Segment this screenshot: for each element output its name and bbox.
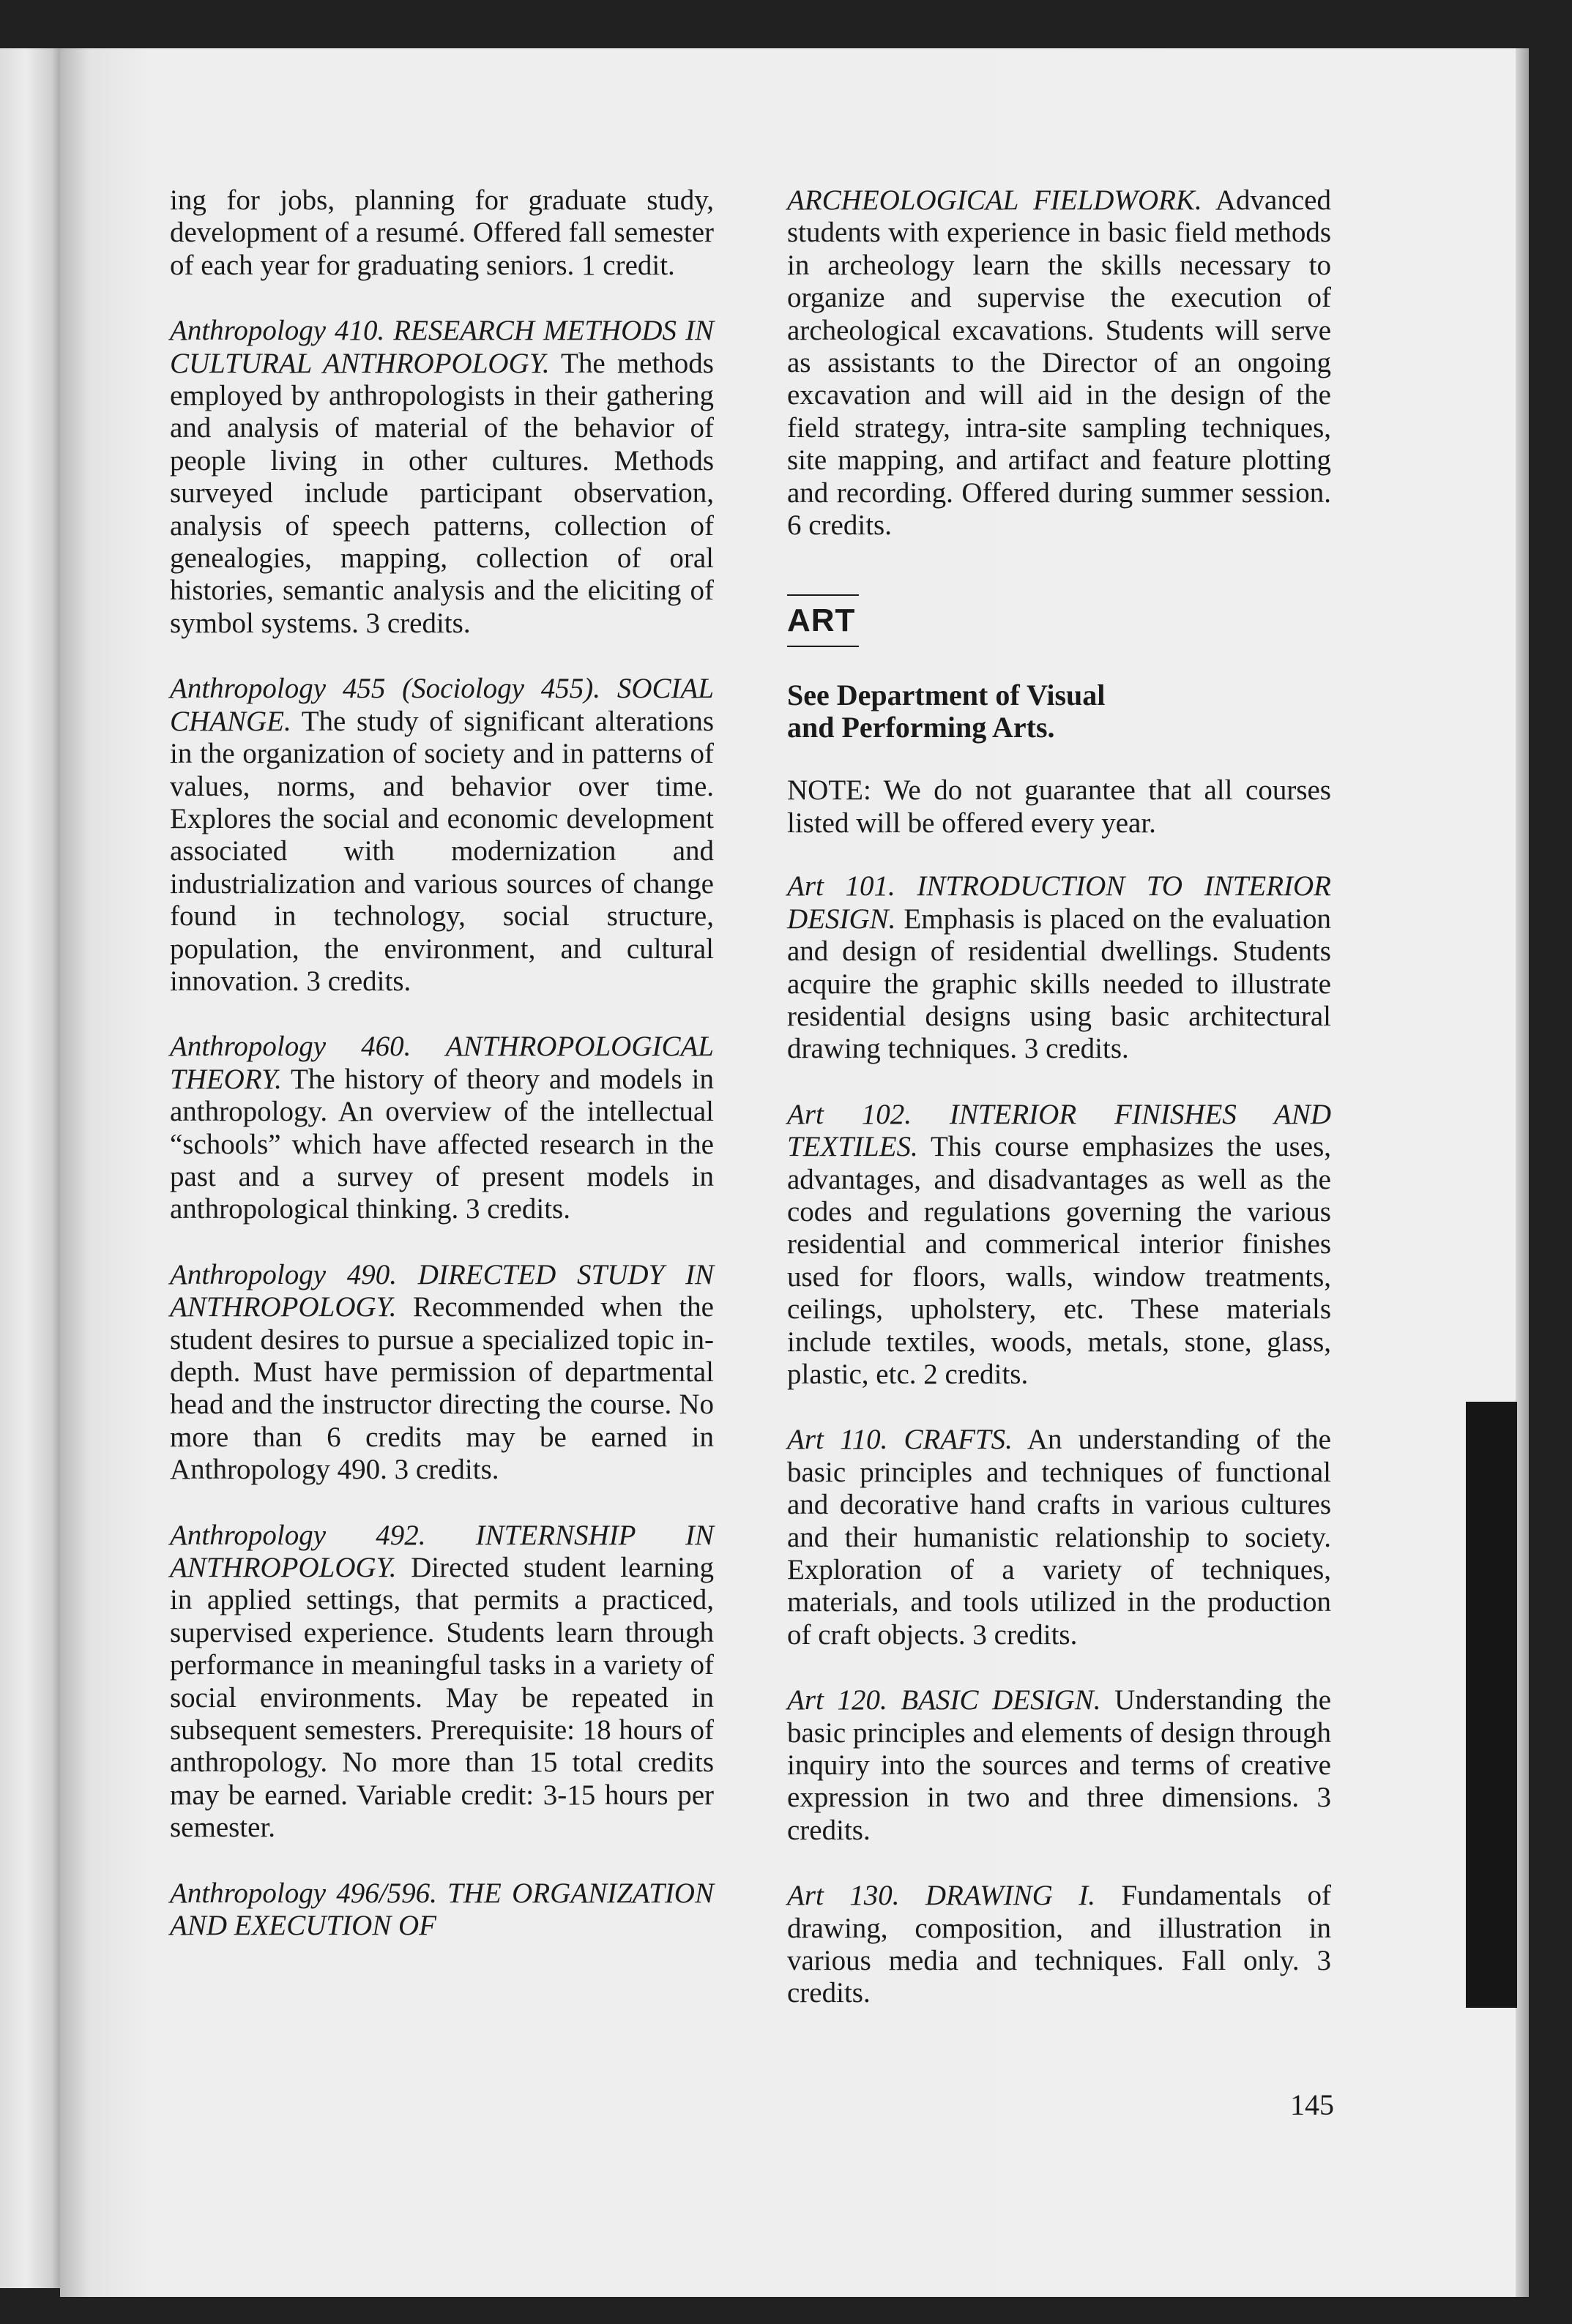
facing-page-edge — [0, 48, 64, 2288]
course-title: Anthropology 460. ANTHROPOLOGICAL THEORY. — [170, 1031, 714, 1095]
course-title: Art 110. CRAFTS. — [787, 1424, 1013, 1456]
course-title: Art 101. INTRODUCTION TO INTERIOR DESIGN. — [787, 870, 1331, 935]
course-entry-art-130 — [787, 1880, 1331, 2010]
page-number: 145 — [1290, 2088, 1334, 2121]
page-edge-shadow — [1516, 48, 1529, 2297]
right-column — [787, 184, 1331, 2010]
course-title: Art 102. INTERIOR FINISHES AND TEXTILES. — [787, 1098, 1331, 1163]
course-title: Anthropology 492. INTERNSHIP IN ANTHROPOLOGY. — [170, 1519, 714, 1584]
course-entry-art-102 — [787, 1099, 1331, 1391]
continued-course-description — [170, 184, 714, 282]
course-title: Anthropology 410. RESEARCH METHODS IN CULTURAL ANTHROPOLOGY. — [170, 315, 714, 379]
course-description: The methods employed by anthropologists in their gathering and analysis of material of the behavior of people living in other cultures. Methods surveyed include participant observation, analysis of speech patterns, collection of genealogies, mapping, collection of oral histories, semantic analysis and the eliciting of symbol systems. 3 credits. — [170, 347, 714, 639]
course-entry-anth-455 — [170, 673, 714, 998]
course-description: The history of theory and models in anthropology. An overview of the intellectual “schools” which have affected research in the past and a survey of present models in anthropological thinking. 3 credits. — [170, 1063, 714, 1225]
course-description: Recommended when the student desires to pursue a specialized topic in-depth. Must have permission of departmental head and the instructor directing the course. No more than 6 credits may be earned in Anthropology 490. 3 credits. — [170, 1291, 714, 1486]
continuation-text: ing for jobs, planning for graduate study, development of a resumé. Offered fall semester of each year for graduating seniors. 1 credit. — [170, 184, 714, 281]
course-entry-anth-410 — [170, 315, 714, 640]
course-title: Art 130. DRAWING I. — [787, 1880, 1095, 1912]
course-title: Anthropology 490. DIRECTED STUDY IN ANTHROPOLOGY. — [170, 1258, 714, 1323]
course-title: Anthropology 496/596. THE ORGANIZATION AND EXECUTION OF — [170, 1877, 714, 1942]
course-entry-art-110 — [787, 1424, 1331, 1651]
course-description: The study of significant alterations in the organization of society and in patterns of values, norms, and behavior over time. Explores the social and economic development associated with modernization and industrialization and various sources of change found in technology, social structure, population, the environment, and cultural innovation. 3 credits. — [170, 705, 714, 997]
course-entry-art-101 — [787, 870, 1331, 1065]
course-title: Anthropology 455 (Sociology 455). SOCIAL CHANGE. — [170, 673, 714, 737]
course-title: Art 120. BASIC DESIGN. — [787, 1684, 1101, 1716]
course-entry-anth-490 — [170, 1259, 714, 1487]
department-reference — [787, 679, 1331, 744]
course-description: Fundamentals of drawing, composition, and illustration in various media and techniques. Fall only. 3 credits. — [787, 1880, 1331, 2009]
course-description: Understanding the basic principles and elements of design through inquiry into the sources and terms of creative expression in two and three dimensions. 3 credits. — [787, 1684, 1332, 1846]
section-rule-top — [787, 594, 859, 596]
continued-course-description — [787, 184, 1331, 542]
course-entry-art-120 — [787, 1684, 1331, 1847]
section-heading: ART — [787, 602, 856, 639]
left-column — [170, 184, 714, 1943]
course-title: ARCHEOLOGICAL FIELDWORK. — [787, 184, 1202, 216]
availability-note: NOTE: We do not guarantee that all courses listed will be offered every year. — [787, 774, 1331, 839]
course-description: Directed student learning in applied settings, that permits a practiced, supervised experience. Students learn through performance in meaningful tasks in a variety of social environments. May be repeated in subsequent semesters. Prerequisite: 18 hours of anthropology. No more than 15 total credits may be earned. Variable credit: 3-15 hours per semester. — [170, 1552, 714, 1844]
department-reference-line: and Performing Arts. — [787, 711, 1055, 744]
thumb-index-tab — [1466, 1402, 1517, 2008]
department-reference-line: See Department of Visual — [787, 679, 1106, 712]
course-description: This course emphasizes the uses, advantages, and disadvantages as well as the codes and regulations governing the various residential and commerical interior finishes used for floors, walls, window treatments, ceilings, upholstery, etc. These materials include textiles, woods, metals, stone, glass, plastic, etc. 2 credits. — [787, 1131, 1331, 1390]
course-description: Advanced students with experience in basic field methods in archeology learn the skills necessary to organize and supervise the execution of archeological excavations. Students will serve as assistants to the Director of an ongoing excavation and will aid in the design of the field strategy, intra-site sampling techniques, site mapping, and artifact and feature plotting and recording. Offered during summer session. 6 credits. — [787, 184, 1331, 542]
course-description: Emphasis is placed on the evaluation and design of residential dwellings. Students acquire the graphic skills needed to illustrate residential designs using basic architectural drawing techniques. 3 credits. — [787, 903, 1331, 1065]
course-entry-anth-460 — [170, 1031, 714, 1225]
course-description: An understanding of the basic principles and techniques of functional and decorative hand crafts in various cultures and their humanistic relationship to society. Exploration of a variety of techniques, materials, and tools utilized in the production of craft objects. 3 credits. — [787, 1424, 1331, 1651]
course-entry-anth-492 — [170, 1520, 714, 1845]
section-rule-bottom — [787, 646, 859, 647]
course-entry-anth-496 — [170, 1877, 714, 1943]
